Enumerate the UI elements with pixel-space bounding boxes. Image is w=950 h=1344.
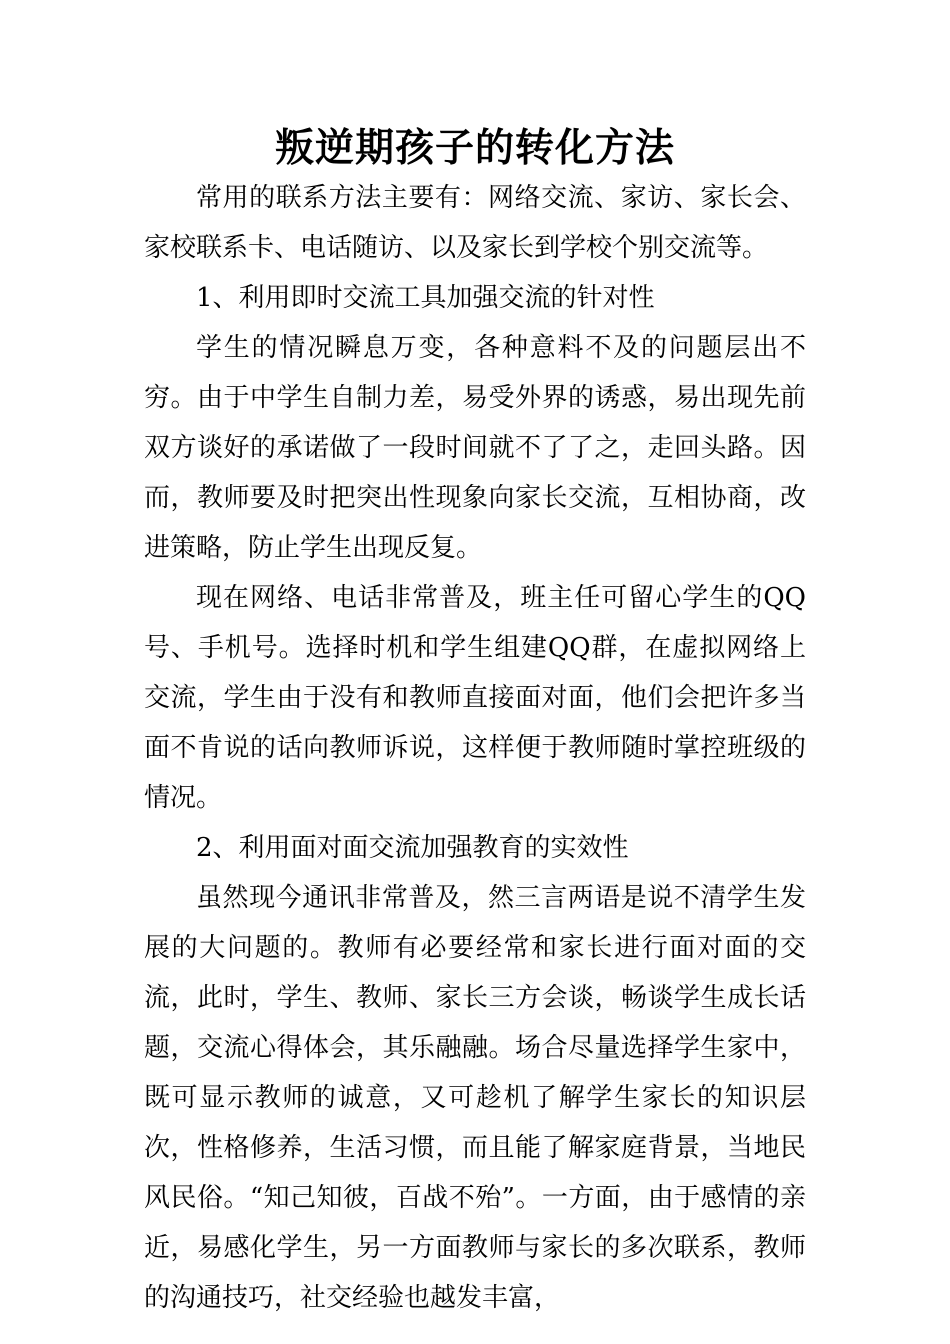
intro-paragraph: 常用的联系方法主要有：网络交流、家访、家长会、家校联系卡、电话随访、以及家长到学校个别交流等。 [144, 183, 806, 263]
body-paragraph: 学生的情况瞬息万变，各种意料不及的问题层出不穷。由于中学生自制力差，易受外界的诱惑，易出现先前双方谈好的承诺做了一段时间就不了了之，走回头路。因而，教师要及时把突出性现象向家长交流，互相协商，改进策略，防止学生出现反复。 [144, 333, 806, 563]
body-paragraph: 现在网络、电话非常普及，班主任可留心学生的QQ号、手机号。选择时机和学生组建QQ群，在虚拟网络上交流，学生由于没有和教师直接面对面，他们会把许多当面不肯说的话向教师诉说，这样便于教师随时掌控班级的情况。 [144, 583, 806, 813]
document-title: 叛逆期孩子的转化方法 [274, 125, 675, 171]
section-heading-2: 2、利用面对面交流加强教育的实效性 [196, 833, 629, 863]
document-body [144, 173, 806, 1323]
section-heading-1: 1、利用即时交流工具加强交流的针对性 [196, 283, 655, 313]
body-paragraph: 虽然现今通讯非常普及，然三言两语是说不清学生发展的大问题的。教师有必要经常和家长进行面对面的交流，此时，学生、教师、家长三方会谈，畅谈学生成长话题，交流心得体会，其乐融融。场合尽量选择学生家中，既可显示教师的诚意，又可趁机了解学生家长的知识层次，性格修养，生活习惯，而且能了解家庭背景，当地民风民俗。“知己知彼，百战不殆”。一方面，由于感情的亲近，易感化学生，另一方面教师与家长的多次联系，教师的沟通技巧，社交经验也越发丰富， [144, 883, 806, 1313]
